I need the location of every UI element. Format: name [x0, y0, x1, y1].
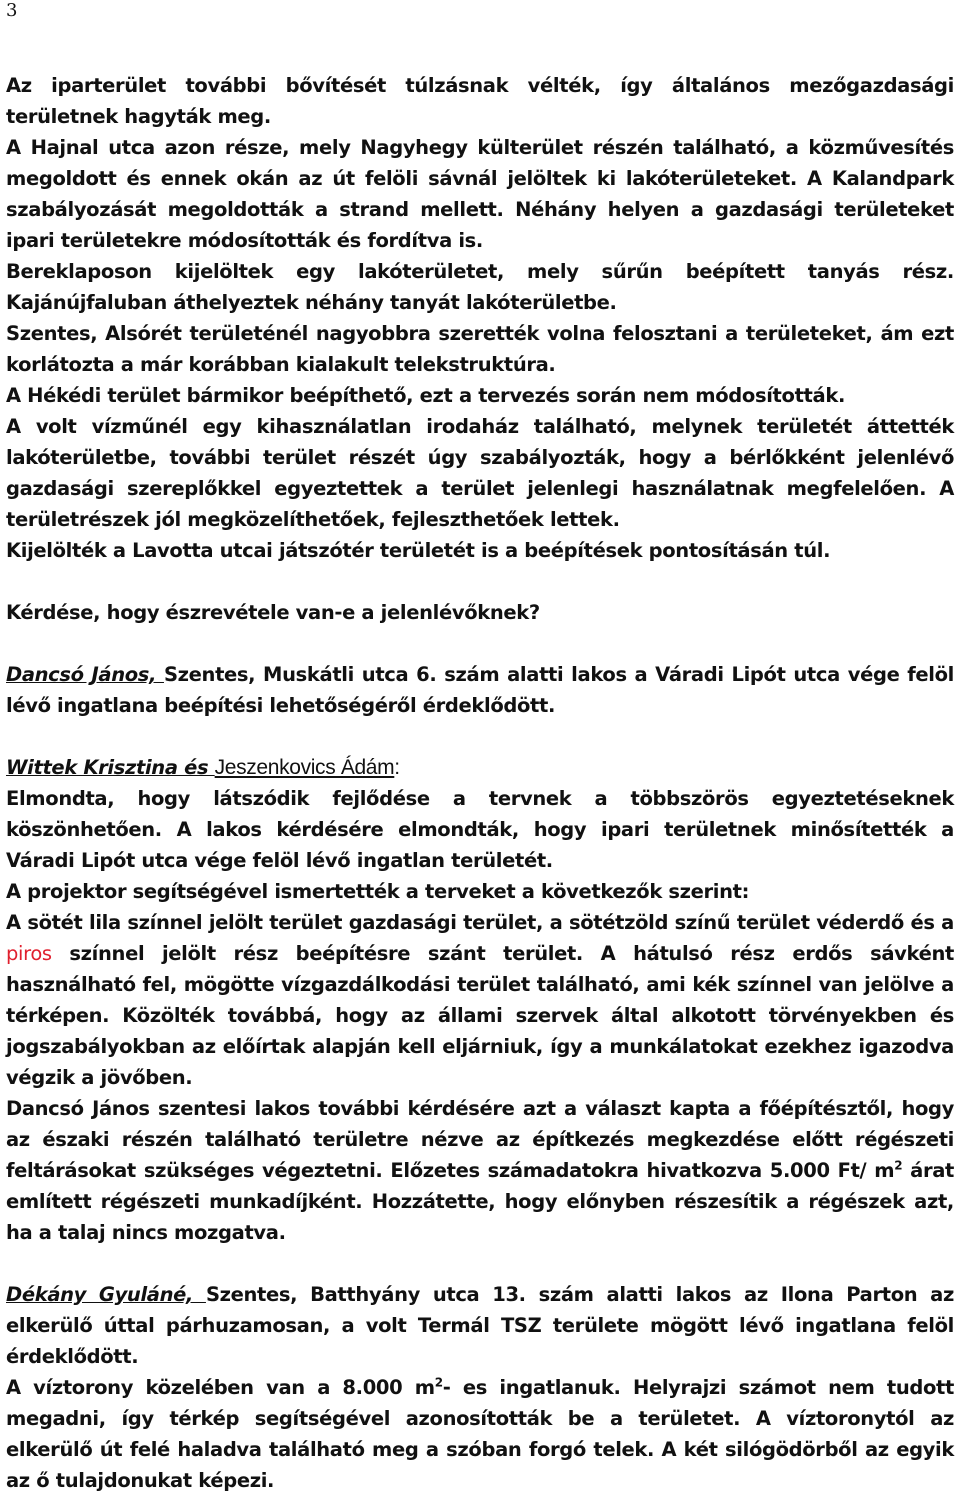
archaeology-text-b: árat említett régészeti munkadíjként. Hozzátette, hogy előnyben részesítik a régészek azt, ha a talaj nincs mozgatva.	[6, 1159, 955, 1244]
page-number: 3	[6, 0, 18, 21]
red-word: piros	[6, 942, 52, 965]
paragraph-industrial-area: Az iparterület további bővítését túlzásnak vélték, így általános mezőgazdasági területnek hagyták meg.	[6, 74, 954, 128]
paragraph-projector: A projektor segítségével ismertették a terveket a következők szerint:	[6, 880, 750, 903]
speaker-name-wittek: Wittek Krisztina és	[6, 756, 215, 779]
spacer	[6, 566, 954, 597]
speaker-heading-wittek	[6, 752, 954, 783]
speaker-name-dekany: Dékány Gyuláné,	[6, 1283, 206, 1306]
paragraph-lavotta: Kijelölték a Lavotta utcai játszótér területét is a beépítések pontosításán túl.	[6, 539, 831, 562]
spacer	[6, 628, 954, 659]
paragraph-hekedi: A Hékédi terület bármikor beépíthető, ezt a tervezés során nem módosították.	[6, 384, 845, 407]
speaker-name-dancso: Dancsó János,	[6, 663, 164, 686]
paragraph-bereklapos: Bereklaposon kijelöltek egy lakóterületet, mely sűrűn beépített tanyás rész. Kajánújfaluban áthelyeztek néhány tanyát lakóterületbe.	[6, 260, 954, 314]
paragraph-archaeology	[6, 1093, 954, 1248]
paragraph-development: Elmondta, hogy látszódik fejlődése a tervnek a többszörös egyeztetéseknek köszönhetően. A lakos kérdésére elmondták, hogy ipari területnek minősítették a Váradi Lipót utca vége felöl lévő ingatlan területét.	[6, 787, 954, 872]
map-colors-text-b: színnel jelölt rész beépítésre szánt terület. A hátulsó rész erdős sávként használható fel, mögötte vízgazdálkodási terület található, ami kék színnel van jelölve a térképen. Közölték továbbá, hogy az állami szervek által alkotott törvényekben és jogszabályokban az előírtak alapján kell eljárniuk, így a munkálatokat ezekhez igazodva végzik a jövőben.	[6, 942, 954, 1089]
dekany-text: Szentes, Batthyány utca 13. szám alatti lakos az Ilona Parton az elkerülő úttal párhuzamosan, a volt Termál TSZ területe mögött lévő ingatlana felöl érdeklődött.	[6, 1283, 954, 1368]
paragraph-map-colors	[6, 907, 954, 1093]
water-tower-text-b: - es ingatlanuk. Helyrajzi számot nem tudott megadni, így térkép segítségével azonosították be a területet. A víztoronytól az elkerülő út felé haladva található meg a szóban forgó telek. A két silógödörből az egyik az ő tulajdonukat képezi.	[6, 1376, 955, 1492]
document-body	[6, 70, 954, 1496]
paragraph-dancso	[6, 659, 954, 721]
spacer	[6, 721, 954, 752]
paragraph-dekany	[6, 1279, 954, 1372]
speaker-colon: :	[394, 756, 400, 779]
paragraph-water-tower	[6, 1372, 954, 1496]
paragraph-hajnal-street: A Hajnal utca azon része, mely Nagyhegy külterület részén található, a közművesítés megoldott és ennek okán az út felöli sávnál jelöltek ki lakóterületeket. A Kalandpark szabályozását megoldották a strand mellett. Néhány helyen a gazdasági területeket ipari területekre módosították és fordítva is.	[6, 136, 954, 252]
spacer	[6, 1248, 954, 1279]
question-line: Kérdése, hogy észrevétele van-e a jelenlévőknek?	[6, 601, 540, 624]
paragraph-alsoret: Szentes, Alsórét területénél nagyobbra szerették volna felosztani a területeket, ám ezt korlátozta a már korábban kialakult telekstruktúra.	[6, 322, 954, 376]
dancso-text: Szentes, Muskátli utca 6. szám alatti lakos a Váradi Lipót utca vége felöl lévő ingatlana beépítési lehetőségéről érdeklődött.	[6, 663, 954, 717]
archaeology-text-a: Dancsó János szentesi lakos további kérdésére azt a választ kapta a főépítésztől, hogy az északi részén található területre nézve az építkezés megkezdése előtt régészeti feltárásokat szükséges végeztetni. Előzetes számadatokra hivatkozva 5.000 Ft/ m	[6, 1097, 954, 1182]
paragraph-vizmu: A volt vízműnél egy kihasználatlan irodaház található, melynek területét áttették lakóterületbe, további terület részét úgy szabályozták, hogy a bérlőkként jelenlévő gazdasági szereplőkkel egyeztettek a terület jelenlegi használatnak megfelelően. A területrészek jól megközelíthetőek, fejleszthetőek lettek.	[6, 415, 954, 531]
superscript: 2	[434, 1375, 443, 1390]
water-tower-text-a: A víztorony közelében van a 8.000 m	[6, 1376, 435, 1399]
speaker-name-jeszenkovics: Jeszenkovics Ádám	[214, 756, 395, 779]
map-colors-text-a: A sötét lila színnel jelölt terület gazdasági terület, a sötétzöld színű terület véderdő és a	[6, 911, 954, 934]
superscript: 2	[894, 1158, 903, 1173]
